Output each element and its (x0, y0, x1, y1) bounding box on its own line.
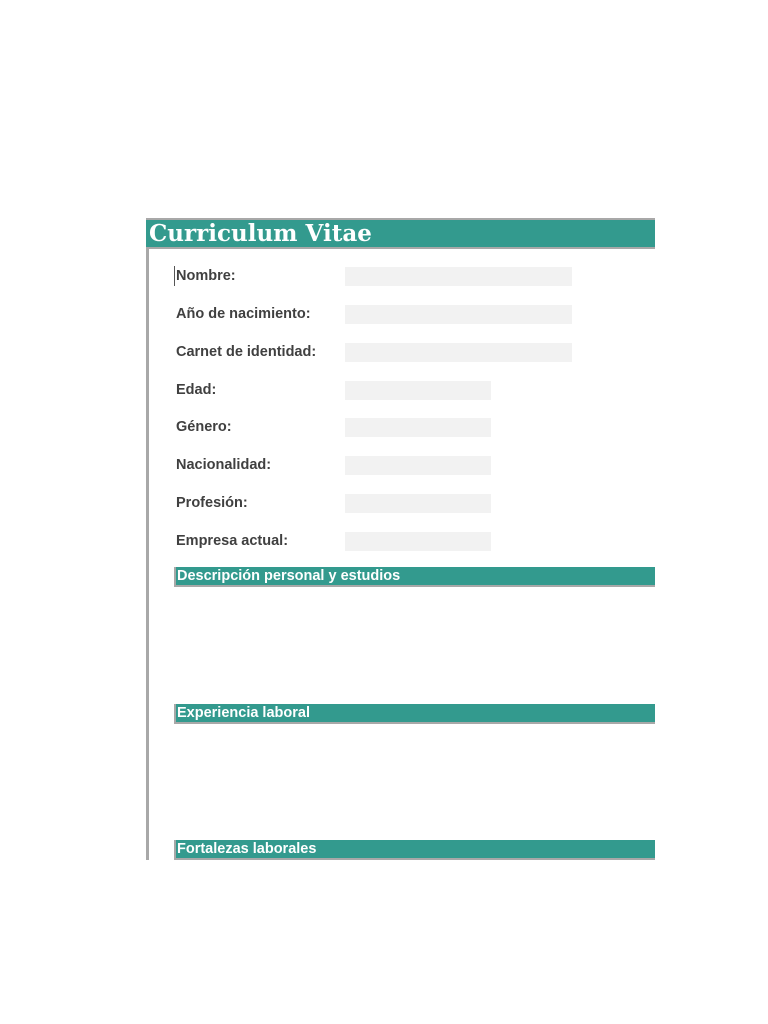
profesion-field[interactable] (345, 494, 491, 513)
text-cursor (174, 266, 175, 286)
label-edad: Edad: (176, 382, 217, 398)
label-genero: Género: (176, 419, 232, 435)
label-empresa-actual: Empresa actual: (176, 533, 289, 549)
nacionalidad-field[interactable] (345, 456, 491, 475)
left-border-rule (146, 218, 149, 860)
section-title: Descripción personal y estudios (177, 568, 401, 584)
section-title: Experiencia laboral (177, 705, 310, 721)
label-carnet-identidad: Carnet de identidad: (176, 344, 317, 360)
label-profesion: Profesión: (176, 495, 248, 511)
title-banner (146, 218, 655, 249)
section-title: Fortalezas laborales (177, 841, 317, 857)
empresa-actual-field[interactable] (345, 532, 491, 551)
label-ano-nacimiento: Año de nacimiento: (176, 306, 311, 322)
label-nacionalidad: Nacionalidad: (176, 457, 272, 473)
label-nombre: Nombre: (176, 268, 236, 284)
section-header-experiencia (174, 704, 655, 724)
section-header-fortalezas (174, 840, 655, 860)
nombre-field[interactable] (345, 267, 572, 286)
document-title: Curriculum Vitae (149, 220, 372, 247)
genero-field[interactable] (345, 418, 491, 437)
edad-field[interactable] (345, 381, 491, 400)
carnet-identidad-field[interactable] (345, 343, 572, 362)
section-header-descripcion (174, 567, 655, 587)
ano-nacimiento-field[interactable] (345, 305, 572, 324)
